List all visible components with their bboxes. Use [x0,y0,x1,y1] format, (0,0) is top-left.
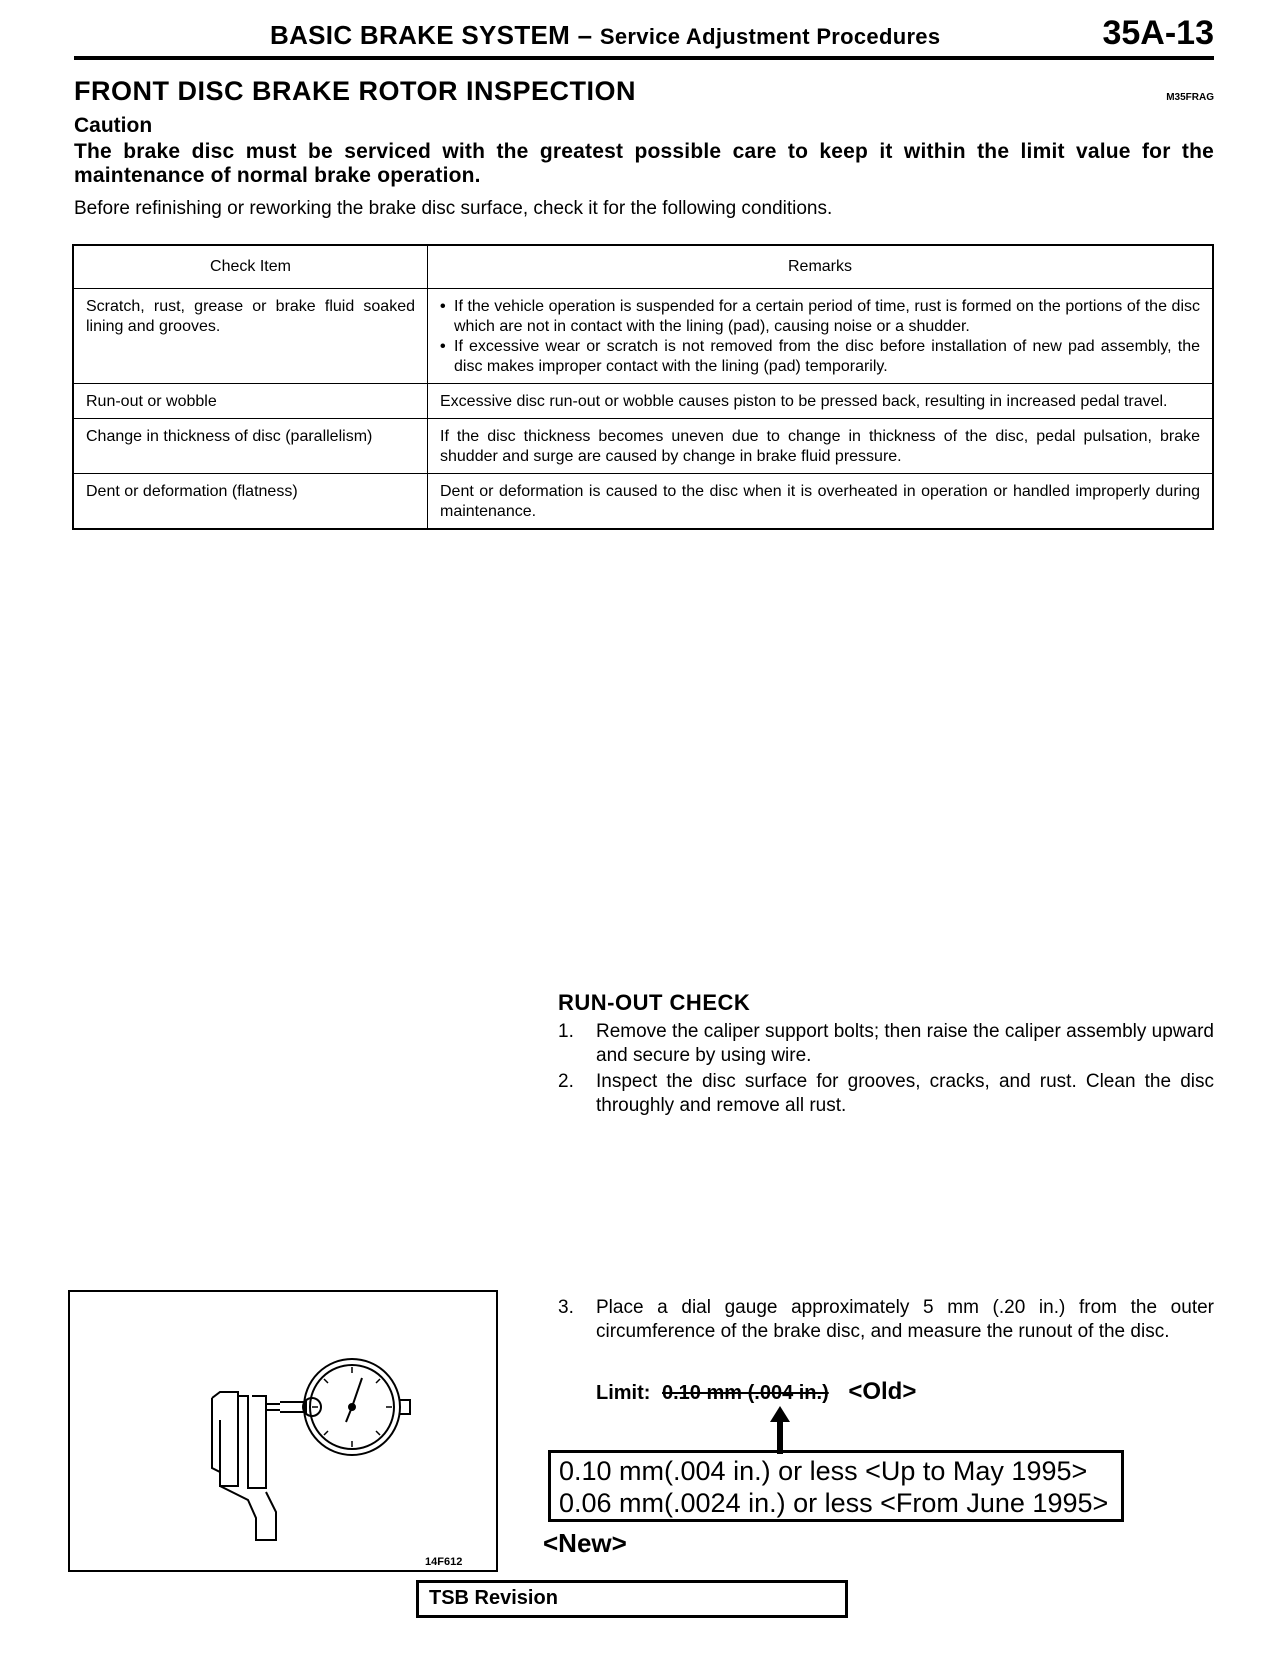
header-title-sep: – [570,20,600,50]
check-table [72,244,1214,530]
check-item-cell: Scratch, rust, grease or brake fluid soaked lining and grooves. [73,289,428,384]
figure-code: 14F612 [425,1556,463,1568]
remark-bullet-text: If the vehicle operation is suspended for a certain period of time, rust is formed on the portions of the disc which are not in contact with the lining (pad), causing noise or a shudder. [454,298,1200,335]
table-row [73,419,1213,474]
check-item-cell: Dent or deformation (flatness) [73,474,428,530]
caution-label: Caution [74,114,153,137]
header-title-sub: Service Adjustment Procedures [599,24,941,49]
check-item-cell: Run-out or wobble [73,384,428,419]
column-header-remarks: Remarks [428,245,1214,289]
section-code: M35FRAG [1166,92,1214,103]
check-item-cell: Change in thickness of disc (parallelism) [73,419,428,474]
remarks-cell [428,289,1214,384]
old-tag: <Old> [848,1378,917,1405]
step-text: Place a dial gauge approximately 5 mm (.20 in.) from the outer circumference of the brake disc, and measure the runout of the disc. [596,1297,1214,1342]
runout-step [558,1296,1214,1344]
step-number: 1. [558,1021,574,1042]
step-number: 3. [558,1297,574,1318]
remarks-cell: Dent or deformation is caused to the disc when it is overheated in operation or handled improperly during maintenance. [428,474,1214,530]
header-title [270,20,940,51]
table-row [73,384,1213,419]
remarks-cell: Excessive disc run-out or wobble causes piston to be pressed back, resulting in increased pedal travel. [428,384,1214,419]
runout-title: RUN-OUT CHECK [558,990,751,1015]
column-header-check-item: Check Item [73,245,428,289]
page-number: 35A-13 [1102,14,1214,52]
step-text: Inspect the disc surface for grooves, cracks, and rust. Clean the disc throughly and remove all rust. [596,1071,1214,1116]
limit-label: Limit: [596,1382,651,1404]
table-row [73,474,1213,530]
table-header-row [73,245,1213,289]
dial-gauge-figure [68,1290,498,1572]
runout-step [558,1070,1214,1118]
bullet-dot: • [440,298,446,315]
limit-line [596,1378,916,1406]
remark-bullet [440,297,1200,337]
intro-text: Before refinishing or reworking the brake disc surface, check it for the following conditions. [74,198,833,219]
table-row [73,289,1213,384]
step-number: 2. [558,1071,574,1092]
new-tag: <New> [543,1528,627,1558]
remarks-cell: If the disc thickness becomes uneven due to change in thickness of the disc, pedal pulsation, brake shudder and surge are caused by change in brake fluid pressure. [428,419,1214,474]
section-title: FRONT DISC BRAKE ROTOR INSPECTION [74,76,637,106]
limit-old-value: 0.10 mm (.004 in.) [662,1382,829,1404]
step-text: Remove the caliper support bolts; then raise the caliper assembly upward and secure by using wire. [596,1021,1214,1066]
remark-bullet [440,337,1200,377]
up-arrow-icon [768,1406,792,1454]
caution-text: The brake disc must be serviced with the greatest possible care to keep it within the limit value for the maintenance of normal brake operation. [74,140,1214,187]
bullet-dot: • [440,338,446,355]
new-limit-line: 0.10 mm(.004 in.) or less <Up to May 1995> [559,1456,1088,1486]
header-title-main: BASIC BRAKE SYSTEM [270,20,571,50]
tsb-revision-box: TSB Revision [416,1580,848,1618]
dial-gauge-illustration [70,1292,496,1570]
runout-step [558,1020,1214,1068]
new-limit-box [548,1450,1124,1522]
remark-bullet-text: If excessive wear or scratch is not removed from the disc before installation of new pad assembly, the disc makes improper contact with the lining (pad) temporarily. [454,338,1200,375]
header-rule [74,56,1214,60]
new-limit-line: 0.06 mm(.0024 in.) or less <From June 1995> [559,1488,1109,1518]
